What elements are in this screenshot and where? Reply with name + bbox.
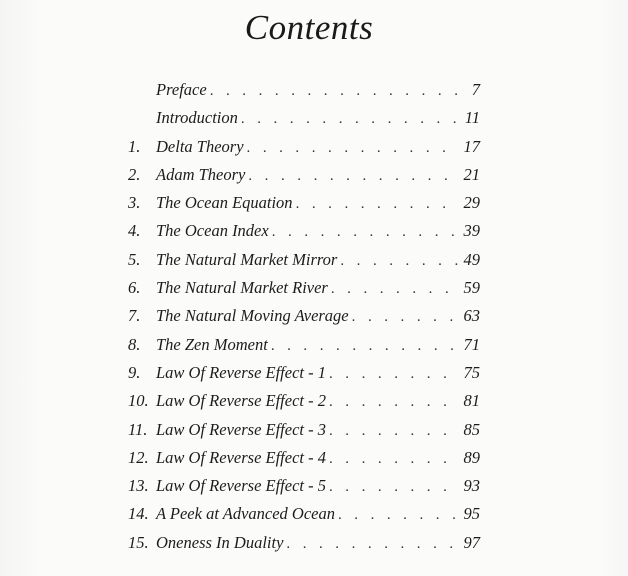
leader-dots [296, 196, 459, 213]
leader-dots [329, 451, 459, 468]
contents-heading: Contents [244, 8, 374, 47]
toc-entry-page: 11 [464, 108, 480, 128]
toc-entry-number: 14. [128, 504, 149, 524]
toc-entry-page: 85 [463, 419, 480, 439]
table-of-contents [128, 80, 480, 561]
toc-entry-number: 8. [128, 334, 141, 354]
leader-dots [248, 168, 459, 185]
toc-entry-title: Law Of Reverse Effect - 4 [156, 447, 326, 467]
toc-entry-number: 9. [128, 362, 141, 382]
toc-entry-title: Law Of Reverse Effect - 2 [156, 391, 326, 411]
toc-entry-number: 3. [128, 193, 141, 213]
toc-entry-page: 75 [463, 362, 480, 382]
leader-dots [329, 366, 459, 383]
toc-entry-page: 17 [463, 136, 480, 156]
toc-entry-page: 71 [463, 334, 480, 354]
toc-entry-title: Oneness In Duality [156, 532, 284, 552]
toc-entry-title: The Natural Market River [156, 278, 328, 298]
leader-dots [247, 140, 459, 157]
leader-dots [272, 224, 459, 241]
toc-entry-number: 1. [128, 136, 141, 156]
toc-entry [128, 193, 480, 221]
toc-entry-title: A Peek at Advanced Ocean [156, 504, 335, 524]
toc-entry-title: The Natural Market Mirror [156, 249, 338, 269]
toc-entry-page: 63 [463, 306, 480, 326]
leader-dots [210, 83, 459, 100]
toc-entry-number: 10. [128, 391, 149, 411]
toc-entry-page: 95 [463, 504, 480, 524]
toc-entry-page: 81 [463, 391, 480, 411]
toc-entry-number: 15. [128, 532, 149, 552]
toc-entry [128, 391, 480, 419]
toc-entry-number: 5. [128, 249, 141, 269]
toc-entry-title: Adam Theory [156, 164, 246, 184]
toc-entry-page: 21 [463, 164, 480, 184]
toc-entry-number: 11. [128, 419, 148, 439]
toc-entry [128, 250, 480, 278]
toc-entry [128, 335, 480, 363]
leader-dots [329, 394, 459, 411]
toc-entry [128, 165, 480, 193]
toc-entry-page: 39 [463, 221, 480, 241]
toc-entry-title: Delta Theory [156, 136, 244, 156]
toc-entry [128, 306, 480, 334]
toc-entry [128, 108, 480, 136]
toc-entry-page: 49 [463, 249, 480, 269]
toc-entry [128, 476, 480, 504]
leader-dots [352, 309, 459, 326]
toc-entry [128, 278, 480, 306]
toc-entry-number: 4. [128, 221, 141, 241]
toc-entry [128, 420, 480, 448]
toc-entry-number: 12. [128, 447, 149, 467]
toc-entry-title: Law Of Reverse Effect - 3 [156, 419, 326, 439]
toc-entry-page: 29 [463, 193, 480, 213]
toc-entry-title: The Ocean Index [156, 221, 269, 241]
toc-entry-title: The Zen Moment [156, 334, 268, 354]
toc-entry [128, 363, 480, 391]
toc-entry-page: 93 [463, 476, 480, 496]
toc-entry-number: 13. [128, 476, 149, 496]
leader-dots [340, 253, 459, 270]
leader-dots [329, 423, 459, 440]
leader-dots [338, 507, 459, 524]
toc-entry [128, 137, 480, 165]
toc-entry [128, 533, 480, 561]
toc-entry [128, 221, 480, 249]
toc-entry-number: 7. [128, 306, 141, 326]
toc-entry-title: Introduction [156, 108, 238, 128]
toc-entry-page: 59 [463, 278, 480, 298]
leader-dots [271, 338, 459, 355]
leader-dots [241, 111, 459, 128]
leader-dots [331, 281, 459, 298]
toc-entry-page: 7 [471, 80, 480, 99]
leader-dots [329, 479, 459, 496]
toc-entry [128, 448, 480, 476]
toc-entry [128, 504, 480, 532]
toc-entry-title: The Natural Moving Average [156, 306, 349, 326]
toc-entry [128, 80, 480, 108]
leader-dots [286, 536, 459, 553]
toc-entry-title: The Ocean Equation [156, 193, 293, 213]
toc-entry-title: Preface [156, 80, 207, 99]
toc-entry-title: Law Of Reverse Effect - 1 [156, 362, 326, 382]
toc-entry-number: 2. [128, 164, 141, 184]
toc-entry-title: Law Of Reverse Effect - 5 [156, 476, 326, 496]
toc-entry-page: 97 [463, 532, 480, 552]
toc-entry-page: 89 [463, 447, 480, 467]
toc-entry-number: 6. [128, 278, 141, 298]
